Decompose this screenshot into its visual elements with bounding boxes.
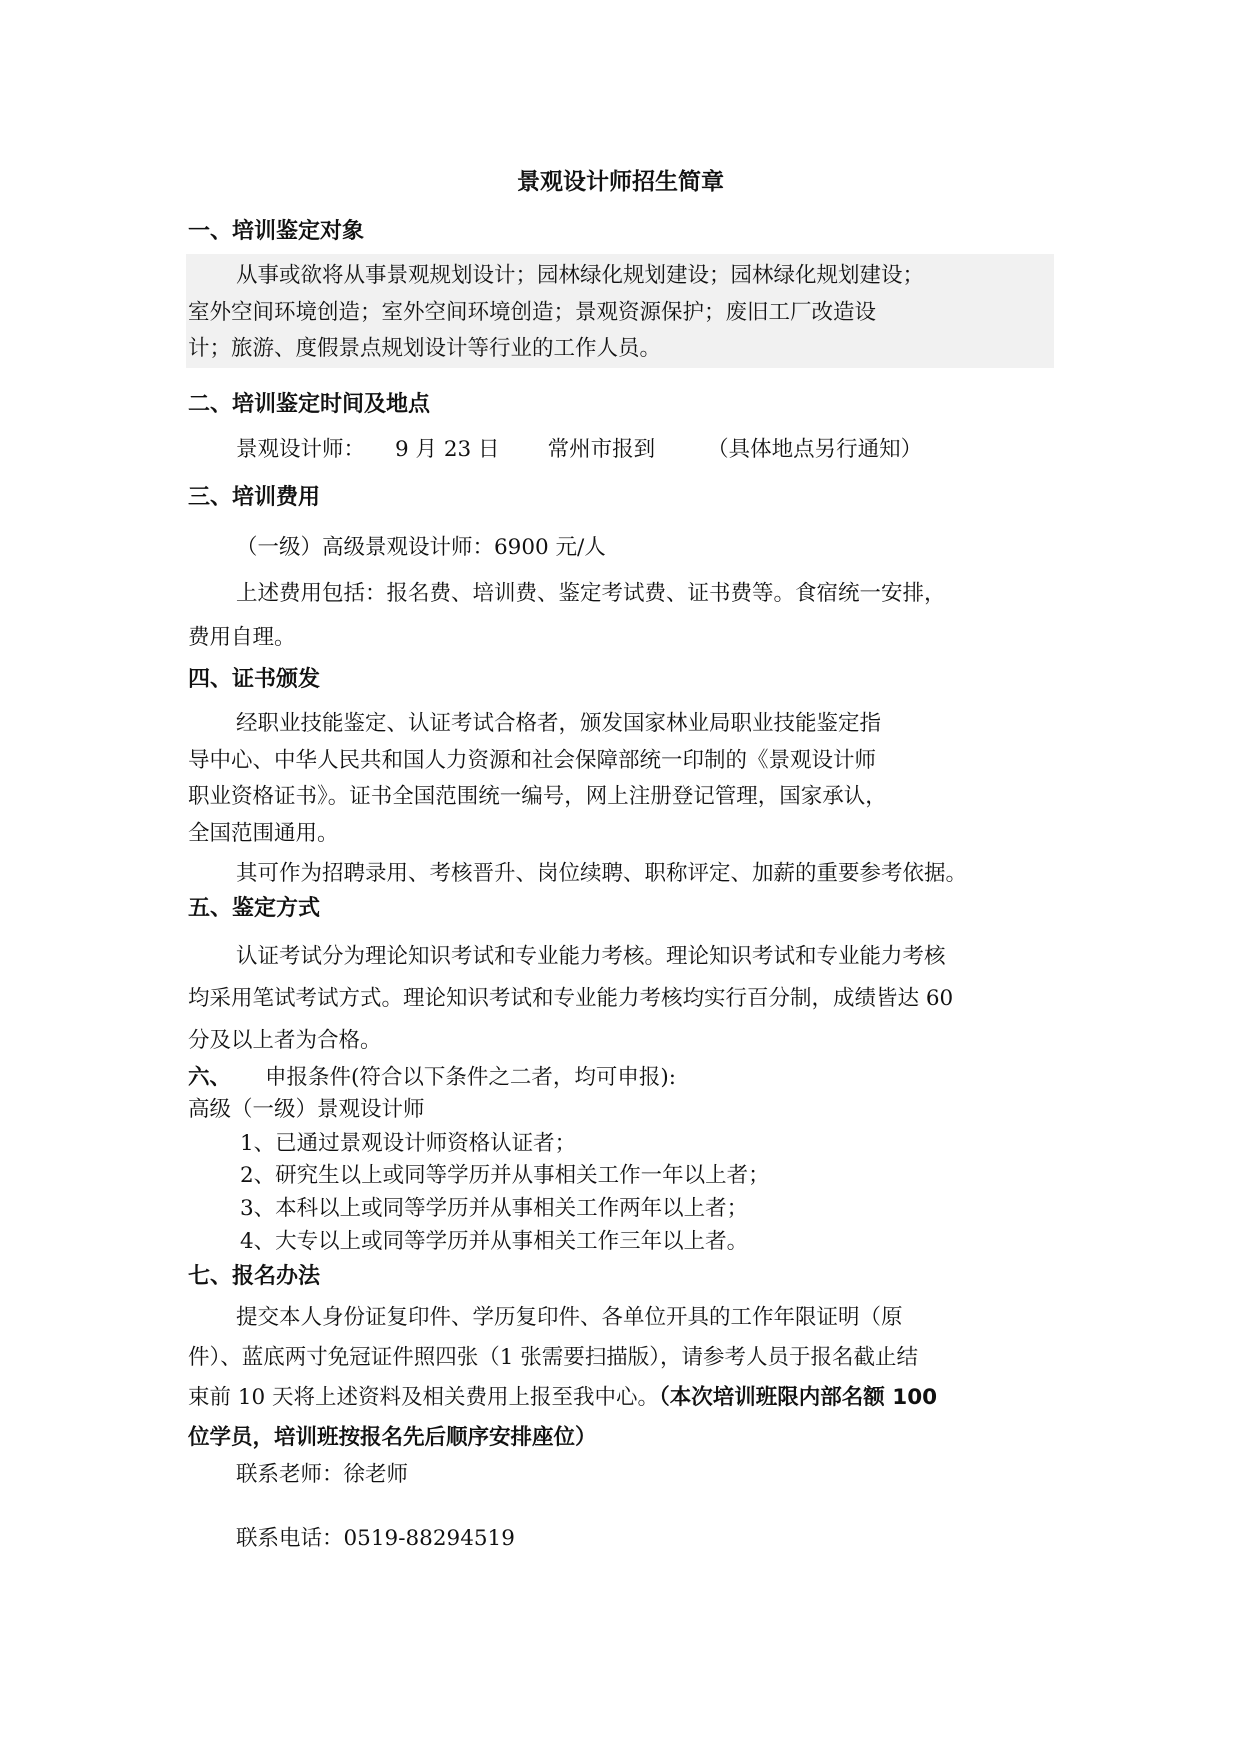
section-7-line: 件）、蓝底两寸免冠证件照四张（1 张需要扫描版），请参考人员于报名截止结 [188,1345,919,1370]
schedule-date: 9 月 23 日 [395,437,500,462]
section-7-body [188,1298,1056,1458]
section-2-line [188,432,1056,469]
section-7-line [188,1378,1056,1418]
section-5-heading: 五、鉴定方式 [188,896,321,921]
section-4-line: 其可作为招聘录用、考核晋升、岗位续聘、职称评定、加薪的重要参考依据。 [236,861,968,886]
section-4-line: 经职业技能鉴定、认证考试合格者，颁发国家林业局职业技能鉴定指 [236,711,882,736]
section-7-line: 提交本人身份证复印件、学历复印件、各单位开具的工作年限证明（原 [236,1305,903,1330]
section-4-line: 职业资格证书》。证书全国范围统一编号，网上注册登记管理，国家承认， [188,784,887,809]
section-2-heading: 二、培训鉴定时间及地点 [188,392,431,417]
section-5-body [188,936,1056,1062]
section-1-line: 从事或欲将从事景观规划设计；园林绿化规划建设；园林绿化规划建设； [236,263,925,288]
section-4-line: 全国范围通用。 [188,820,339,846]
section-7-line-text: 束前 10 天将上述资料及相关费用上报至我中心。 [188,1385,660,1410]
section-5-line: 认证考试分为理论知识考试和专业能力考核。理论知识考试和专业能力考核 [236,944,946,969]
contact-teacher: 联系老师：徐老师 [236,1462,409,1487]
section-6-number: 六、 [188,1065,232,1090]
schedule-place: 常州市报到 [547,437,656,462]
quota-note: （本次培训班限内部名额 100 [659,1385,938,1410]
section-3-body [188,530,1056,657]
fee-line: （一级）高级景观设计师：6900 元/人 [236,535,606,560]
schedule-note: （具体地点另行通知） [707,437,923,462]
section-3-line: 费用自理。 [188,625,296,650]
condition-item: 4、大专以上或同等学历并从事相关工作三年以上者。 [240,1229,749,1254]
section-1-line: 计；旅游、度假景点规划设计等行业的工作人员。 [188,336,662,361]
section-6-heading [188,1063,676,1093]
section-6-title: 申报条件(符合以下条件之二者，均可申报): [265,1065,677,1090]
section-5-line: 均采用笔试考试方式。理论知识考试和专业能力考核均实行百分制，成绩皆达 60 [188,986,954,1011]
section-1-line: 室外空间环境创造；室外空间环境创造；景观资源保护；废旧工厂改造设 [188,299,877,325]
applicant-level: 高级（一级）景观设计师 [188,1097,425,1122]
section-3-line: 上述费用包括：报名费、培训费、鉴定考试费、证书费等。食宿统一安排， [236,581,946,606]
condition-item: 1、已通过景观设计师资格认证者； [240,1131,577,1156]
section-2-body [188,432,1056,469]
section-7-heading: 七、报名办法 [188,1264,321,1289]
section-4-body [188,706,1056,893]
section-5-line: 分及以上者为合格。 [188,1028,382,1053]
section-3-heading: 三、培训费用 [188,485,321,510]
section-1-body [188,258,1056,368]
page-title: 景观设计师招生简章 [517,169,724,195]
schedule-role: 景观设计师： [236,437,366,462]
section-1-heading: 一、培训鉴定对象 [188,219,365,244]
condition-item: 3、本科以上或同等学历并从事相关工作两年以上者； [240,1196,749,1221]
section-4-heading: 四、证书颁发 [188,667,321,692]
contact-phone: 联系电话：0519-88294519 [236,1526,515,1551]
section-4-line: 导中心、中华人民共和国人力资源和社会保障部统一印制的《景观设计师 [188,747,877,773]
condition-item: 2、研究生以上或同等学历并从事相关工作一年以上者； [240,1163,770,1188]
quota-note-continued: 位学员，培训班按报名先后顺序安排座位） [188,1425,597,1450]
